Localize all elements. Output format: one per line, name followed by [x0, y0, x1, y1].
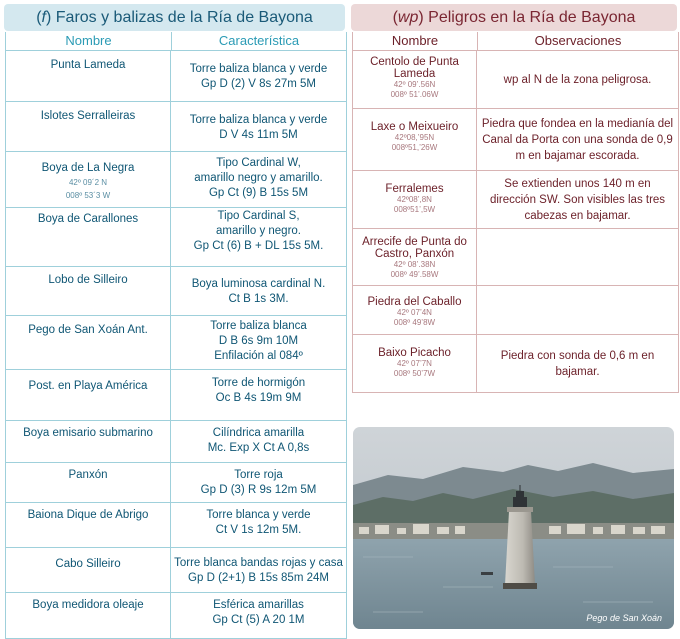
- lighthouse-photo-illustration: [353, 427, 674, 629]
- table-row: [353, 335, 678, 393]
- hazard-observation: Se extienden unos 140 m en dirección SW. Son visibles las tres cabezas en bajamar.: [489, 177, 666, 222]
- table-row: [6, 51, 346, 102]
- light-characteristic-line: Torre baliza blanca y verde: [189, 63, 328, 75]
- hazard-name-cont: Castro, Panxón: [374, 248, 455, 260]
- hazard-coord-lon: 008º 49’.58W: [390, 270, 439, 279]
- hazard-coord-lon: 008º 51’.06W: [390, 90, 439, 99]
- hazard-name: Baixo Picacho: [378, 347, 451, 359]
- light-name: Boya medidora oleaje: [32, 599, 144, 611]
- light-characteristic-line: Torre de hormigón: [211, 377, 306, 389]
- light-name: Lobo de Silleiro: [48, 274, 128, 286]
- table-row: [6, 503, 346, 548]
- table-row: [353, 171, 678, 229]
- lights-table-title: (f) Faros y balizas de la Ría de Bayona: [4, 4, 345, 31]
- hazards-header-name: Nombre: [353, 32, 478, 50]
- hazards-title-text: Peligros en la Ría de Bayona: [428, 9, 636, 26]
- table-row: [353, 229, 678, 286]
- hazard-coord-lat: 42º 07’7N: [397, 359, 432, 368]
- hazard-name: Arrecife de Punta do: [362, 236, 467, 248]
- hazard-name: Piedra del Caballo: [367, 296, 462, 308]
- lights-title-text: Faros y balizas de la Ría de Bayona: [55, 9, 313, 26]
- hazards-title-code: wp: [397, 9, 419, 26]
- hazard-name: Ferralemes: [385, 183, 444, 195]
- hazard-observation: Piedra con sonda de 0,6 m en bajamar.: [500, 349, 655, 378]
- lights-table: [5, 32, 347, 639]
- light-characteristic-line: Esférica amarillas: [213, 599, 304, 611]
- table-row: [6, 370, 346, 421]
- lighthouse-photo: [353, 427, 674, 629]
- light-name: Boya de Carallones: [37, 213, 139, 225]
- light-name: Pego de San Xoán Ant.: [28, 324, 148, 336]
- light-characteristic-line: amarillo y negro.: [215, 225, 301, 237]
- light-characteristic-line: Enfilación al 084º: [214, 350, 303, 362]
- hazard-coord-lat: 42º08’,8N: [397, 195, 432, 204]
- light-characteristic-line: Ct V 1s 12m 5M.: [215, 524, 302, 536]
- light-characteristic-line: Gp D (3) R 9s 12m 5M: [200, 484, 317, 496]
- hazard-coord-lon: 008º 50’7W: [393, 369, 436, 378]
- hazard-name-cont: Lameda: [393, 68, 436, 80]
- table-row: [353, 51, 678, 109]
- table-row: [6, 208, 346, 267]
- table-row: [6, 421, 346, 463]
- light-name: Boya emisario submarino: [23, 427, 153, 439]
- hazard-observation: Piedra que fondea en la medianía del Canal da Porta con una sonda de 0,9 m en bajamar escorada.: [481, 117, 674, 162]
- light-name: Post. en Playa América: [28, 380, 148, 392]
- hazard-observation: wp al N de la zona peligrosa.: [503, 73, 652, 86]
- hazard-coord-lat: 42º 09’.56N: [393, 80, 436, 89]
- table-row: [6, 316, 346, 370]
- light-name: Punta Lameda: [50, 59, 126, 71]
- hazard-coord-lon: 008º51,’26W: [391, 143, 438, 152]
- light-coord-lat: 42º 09´2 N: [68, 178, 108, 187]
- photo-caption: Pego de San Xoán: [586, 613, 662, 623]
- light-characteristic-line: Cilíndrica amarilla: [212, 427, 305, 439]
- hazard-coord-lat: 42º 08’.38N: [393, 260, 436, 269]
- light-characteristic-line: Oc B 4s 19m 9M: [215, 392, 302, 404]
- light-characteristic-line: Torre baliza blanca: [210, 320, 307, 332]
- light-characteristic-line: D V 4s 11m 5M: [219, 129, 298, 141]
- light-characteristic-line: Gp D (2) V 8s 27m 5M: [200, 78, 317, 90]
- light-characteristic-line: Boya luminosa cardinal N.: [191, 278, 326, 290]
- light-coord-lon: 008º 53´3 W: [65, 191, 111, 200]
- light-name: Panxón: [68, 469, 108, 481]
- hazards-header-observations: Observaciones: [534, 33, 622, 48]
- hazards-table: [352, 32, 679, 393]
- lights-header-name: Nombre: [6, 32, 172, 50]
- hazard-observation: [477, 229, 678, 285]
- light-characteristic-line: Torre baliza blanca y verde: [189, 114, 328, 126]
- light-characteristic-line: Tipo Cardinal W,: [216, 157, 301, 169]
- table-row: [6, 548, 346, 593]
- hazard-coord-lon: 008º51’,5W: [393, 205, 436, 214]
- light-characteristic-line: Torre blanca y verde: [206, 509, 311, 521]
- hazard-observation: [477, 286, 678, 334]
- light-characteristic-line: Ct B 1s 3M.: [228, 293, 289, 305]
- hazard-coord-lon: 008º 49’8W: [393, 318, 436, 327]
- lights-table-header: [6, 32, 346, 51]
- hazard-coord-lat: 42º08,’95N: [394, 133, 435, 142]
- light-characteristic-line: Gp D (2+1) B 15s 85m 24M: [188, 572, 329, 584]
- table-row: [353, 109, 678, 171]
- light-characteristic-line: Torre blanca bandas rojas y casa: [174, 557, 343, 569]
- table-row: [6, 102, 346, 152]
- light-characteristic-line: Mc. Exp X Ct A 0,8s: [207, 442, 310, 454]
- hazard-coord-lat: 42º 07’4N: [397, 308, 432, 317]
- light-characteristic-line: Tipo Cardinal S,: [217, 210, 300, 222]
- light-name: Islotes Serralleiras: [40, 110, 136, 122]
- hazards-table-title: (wp) Peligros en la Ría de Bayona: [351, 4, 677, 31]
- hazard-name: Centolo de Punta: [370, 56, 459, 68]
- table-row: [353, 286, 678, 335]
- hazard-name: Laxe o Meixueiro: [370, 121, 459, 133]
- light-characteristic-line: D B 6s 9m 10M: [218, 335, 299, 347]
- lights-title-code: f: [41, 9, 46, 26]
- light-characteristic-line: Gp Ct (9) B 15s 5M: [208, 187, 309, 199]
- light-name: Boya de La Negra: [41, 162, 135, 174]
- light-characteristic-line: Torre roja: [234, 469, 283, 481]
- hazards-table-header: [353, 32, 678, 51]
- light-characteristic-line: Gp Ct (5) A 20 1M: [212, 614, 305, 626]
- lights-header-characteristic: Característica: [218, 33, 300, 48]
- table-row: [6, 593, 346, 639]
- table-row: [6, 267, 346, 316]
- light-characteristic-line: Gp Ct (6) B + DL 15s 5M.: [193, 240, 324, 252]
- light-characteristic-line: amarillo negro y amarillo.: [194, 172, 323, 184]
- light-name: Cabo Silleiro: [55, 558, 121, 570]
- light-name: Baiona Dique de Abrigo: [27, 509, 149, 521]
- table-row: [6, 463, 346, 503]
- table-row: [6, 152, 346, 208]
